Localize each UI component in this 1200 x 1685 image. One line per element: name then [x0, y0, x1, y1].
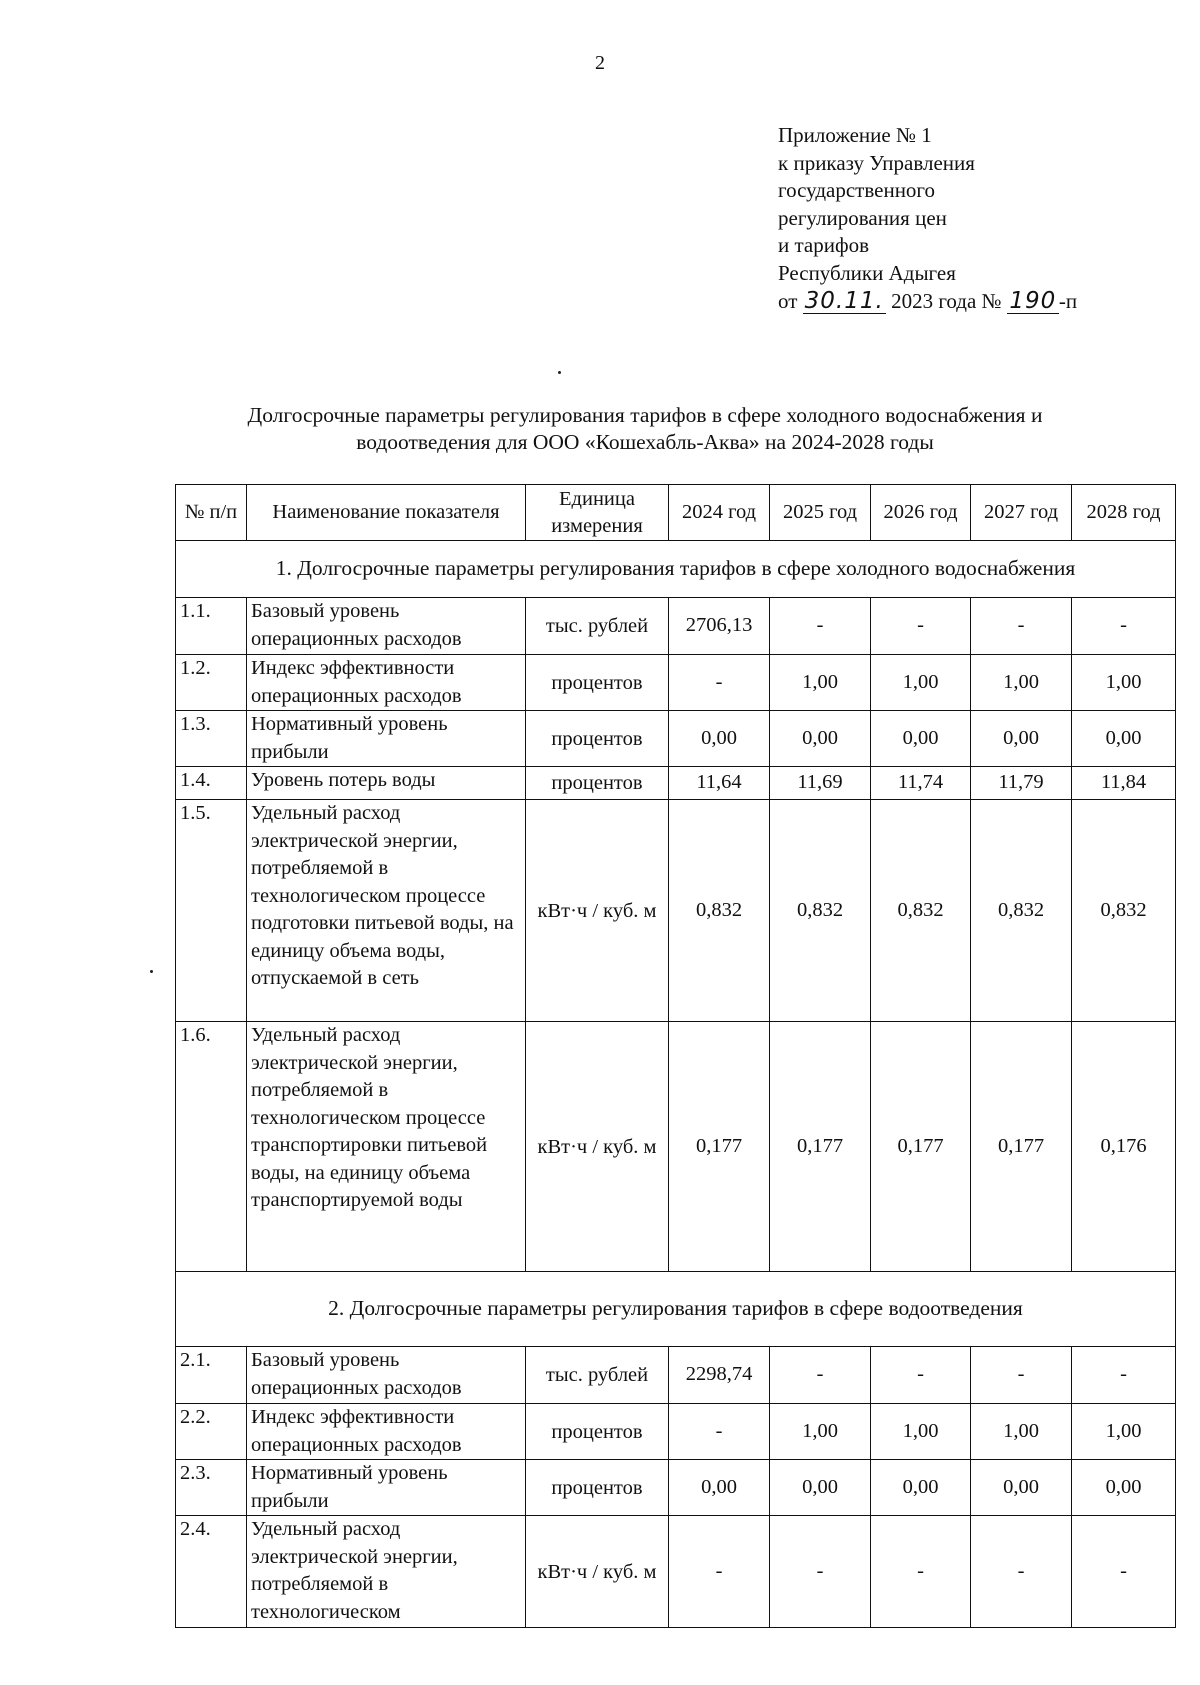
row-value: -	[971, 1516, 1072, 1628]
row-value: -	[871, 1347, 971, 1404]
row-value: 1,00	[871, 655, 971, 711]
row-value: 0,832	[971, 800, 1072, 1022]
row-value: 2298,74	[669, 1347, 770, 1404]
row-name: Удельный расход электрической энергии, потребляемой в технологическом процессе транспортировки питьевой воды, на единицу объема транспортируемой воды	[247, 1022, 526, 1272]
header-year: 2028 год	[1072, 485, 1176, 541]
section-row	[176, 1272, 1176, 1347]
header-name: Наименование показателя	[247, 485, 526, 541]
row-value: 0,832	[770, 800, 871, 1022]
row-value: -	[770, 1347, 871, 1404]
row-value: 1,00	[770, 1404, 871, 1460]
document-title: Долгосрочные параметры регулирования тарифов в сфере холодного водоснабжения и водоотведения для ООО «Кошехабль-Аква» на 2024-2028 годы	[247, 403, 1043, 454]
header-year: 2026 год	[871, 485, 971, 541]
row-number: 1.4.	[176, 767, 247, 800]
row-name: Индекс эффективности операционных расходов	[247, 655, 526, 711]
row-number: 1.1.	[176, 598, 247, 655]
section-title: 1. Долгосрочные параметры регулирования тарифов в сфере холодного водоснабжения	[176, 541, 1176, 598]
row-value: -	[669, 1516, 770, 1628]
row-value: 0,832	[871, 800, 971, 1022]
row-value: 0,00	[770, 711, 871, 767]
row-value: 1,00	[1072, 1404, 1176, 1460]
row-value: 0,832	[1072, 800, 1176, 1022]
row-number: 1.5.	[176, 800, 247, 1022]
appendix-line: регулирования цен	[778, 205, 947, 230]
row-name: Удельный расход электрической энергии, потребляемой в технологическом процессе подготовки питьевой воды, на единицу объема воды, отпускаемой в сеть	[247, 800, 526, 1022]
row-value: 0,00	[669, 711, 770, 767]
row-value: -	[770, 1516, 871, 1628]
row-value: 0,00	[1072, 1460, 1176, 1516]
appendix-line: государственного	[778, 178, 936, 203]
row-number: 1.2.	[176, 655, 247, 711]
table-row	[176, 1404, 1176, 1460]
table-row	[176, 767, 1176, 800]
handwritten-order-number: 190	[1007, 289, 1059, 314]
row-value: -	[971, 598, 1072, 655]
row-unit: кВт·ч / куб. м	[526, 1022, 669, 1272]
table-row	[176, 1516, 1176, 1628]
scan-speck	[558, 371, 561, 374]
row-value: -	[871, 598, 971, 655]
row-value: 0,00	[971, 1460, 1072, 1516]
header-year: 2027 год	[971, 485, 1072, 541]
appendix-line: Республики Адыгея	[778, 260, 956, 285]
row-name: Уровень потерь воды	[247, 767, 526, 800]
row-value: 0,177	[669, 1022, 770, 1272]
order-date-line	[778, 288, 1077, 316]
table-row	[176, 711, 1176, 767]
section-title: 2. Долгосрочные параметры регулирования тарифов в сфере водоотведения	[176, 1272, 1176, 1347]
row-unit: процентов	[526, 767, 669, 800]
table-row	[176, 1460, 1176, 1516]
header-year: 2024 год	[669, 485, 770, 541]
row-value: 1,00	[1072, 655, 1176, 711]
row-value: -	[669, 1404, 770, 1460]
row-value: 0,832	[669, 800, 770, 1022]
row-unit: кВт·ч / куб. м	[526, 1516, 669, 1628]
row-value: 0,00	[669, 1460, 770, 1516]
row-value: 0,177	[770, 1022, 871, 1272]
section-row	[176, 541, 1176, 598]
header-year: 2025 год	[770, 485, 871, 541]
table-row	[176, 800, 1176, 1022]
row-number: 2.4.	[176, 1516, 247, 1628]
row-value: -	[971, 1347, 1072, 1404]
row-value: -	[871, 1516, 971, 1628]
date-suffix: 2023 года №	[891, 288, 1002, 313]
row-value: -	[1072, 1347, 1176, 1404]
row-value: 11,79	[971, 767, 1072, 800]
row-value: 0,00	[971, 711, 1072, 767]
row-number: 2.3.	[176, 1460, 247, 1516]
row-name: Удельный расход электрической энергии, потребляемой в технологическом	[247, 1516, 526, 1628]
row-value: 0,176	[1072, 1022, 1176, 1272]
row-name: Нормативный уровень прибыли	[247, 711, 526, 767]
row-value: 0,177	[971, 1022, 1072, 1272]
row-name: Базовый уровень операционных расходов	[247, 598, 526, 655]
number-suffix: -п	[1058, 288, 1078, 313]
table-header-row	[176, 485, 1176, 541]
row-value: 11,84	[1072, 767, 1176, 800]
table-row	[176, 1022, 1176, 1272]
row-value: -	[770, 598, 871, 655]
row-unit: процентов	[526, 1460, 669, 1516]
appendix-line: Приложение № 1	[778, 123, 932, 147]
header-num: № п/п	[176, 485, 247, 541]
row-unit: кВт·ч / куб. м	[526, 800, 669, 1022]
row-value: 0,00	[770, 1460, 871, 1516]
row-value: 0,00	[871, 711, 971, 767]
row-name: Индекс эффективности операционных расходов	[247, 1404, 526, 1460]
row-number: 1.6.	[176, 1022, 247, 1272]
row-number: 2.1.	[176, 1347, 247, 1404]
appendix-line: и тарифов	[778, 233, 870, 258]
date-prefix: от	[778, 288, 798, 313]
appendix-block	[778, 122, 1077, 315]
row-name: Базовый уровень операционных расходов	[247, 1347, 526, 1404]
row-value: 1,00	[971, 1404, 1072, 1460]
row-value: 1,00	[971, 655, 1072, 711]
row-name: Нормативный уровень прибыли	[247, 1460, 526, 1516]
appendix-line: к приказу Управления	[778, 150, 975, 175]
page-number: 2	[595, 52, 605, 74]
row-value: 0,00	[871, 1460, 971, 1516]
header-unit: Единица измерения	[526, 485, 669, 541]
row-value: 2706,13	[669, 598, 770, 655]
row-unit: процентов	[526, 655, 669, 711]
row-value: -	[1072, 1516, 1176, 1628]
row-value: -	[1072, 598, 1176, 655]
row-unit: тыс. рублей	[526, 1347, 669, 1404]
row-value: 0,00	[1072, 711, 1176, 767]
row-unit: тыс. рублей	[526, 598, 669, 655]
row-unit: процентов	[526, 711, 669, 767]
parameters-table	[175, 484, 1176, 1628]
row-value: 1,00	[871, 1404, 971, 1460]
row-number: 2.2.	[176, 1404, 247, 1460]
row-number: 1.3.	[176, 711, 247, 767]
row-unit: процентов	[526, 1404, 669, 1460]
row-value: 0,177	[871, 1022, 971, 1272]
row-value: 11,64	[669, 767, 770, 800]
scan-speck	[150, 970, 153, 973]
row-value: 11,74	[871, 767, 971, 800]
handwritten-date: 30.11.	[804, 287, 884, 314]
row-value: -	[669, 655, 770, 711]
row-value: 1,00	[770, 655, 871, 711]
table-row	[176, 1347, 1176, 1404]
table-row	[176, 655, 1176, 711]
table-row	[176, 598, 1176, 655]
row-value: 11,69	[770, 767, 871, 800]
